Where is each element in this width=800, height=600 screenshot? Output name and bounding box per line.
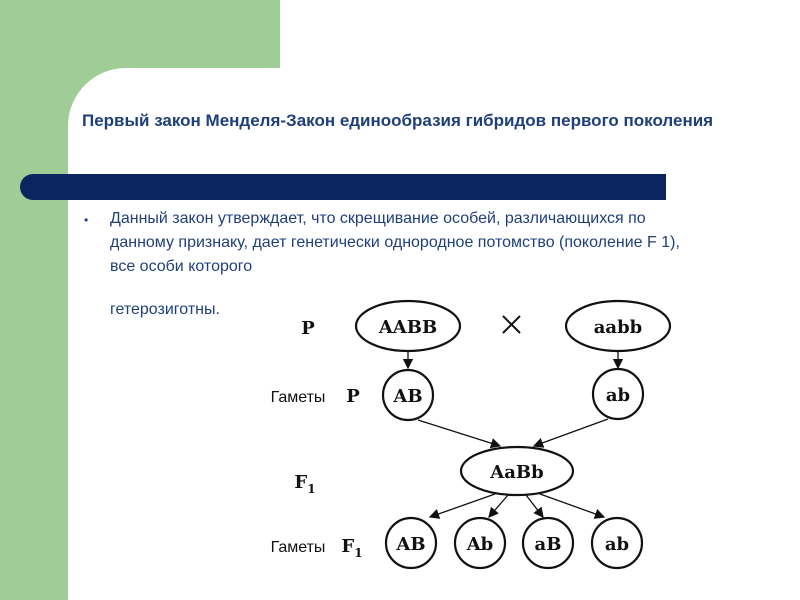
arrow-gamete-left-to-f1 bbox=[418, 420, 500, 446]
gamete-p-right-label: ab bbox=[605, 385, 631, 406]
arrow-f1-to-gamete-3 bbox=[526, 495, 543, 517]
f1-gamete-label-4: ab bbox=[604, 534, 630, 555]
gametes-p-word: Гаметы bbox=[270, 389, 326, 406]
arrow-gamete-right-to-f1 bbox=[534, 419, 608, 446]
gametes-f1-label: $F_1$ bbox=[341, 536, 363, 560]
arrow-f1-to-gamete-2 bbox=[489, 495, 508, 517]
bullet-icon: • bbox=[84, 213, 89, 227]
f1-gamete-label-1: AB bbox=[396, 534, 426, 555]
arrow-f1-to-gamete-4 bbox=[540, 494, 604, 517]
cross-icon bbox=[503, 316, 520, 333]
parent-left-genotype: AABB bbox=[378, 317, 438, 338]
arrow-f1-to-gamete-1 bbox=[430, 494, 495, 517]
gamete-p-left-label: AB bbox=[393, 386, 423, 407]
p-generation-label: P bbox=[301, 318, 315, 339]
slide-title: Первый закон Менделя-Закон единообразия гибридов первого поколения bbox=[82, 111, 714, 130]
f1-genotype-label: AaBb bbox=[490, 462, 544, 483]
f1-generation-label: $F_1$ bbox=[294, 472, 316, 496]
parent-right-genotype: aabb bbox=[593, 317, 643, 338]
f1-gamete-label-2: Ab bbox=[466, 534, 494, 555]
gametes-f1-word: Гаметы bbox=[270, 539, 326, 556]
bullet-text-tail: гетерозиготны. bbox=[110, 301, 220, 318]
bullet-text: Данный закон утверждает, что скрещивание особей, различающихся по данному признаку, дает генетически однородное потомство (поколение F 1), все особи которого bbox=[110, 210, 680, 275]
f1-gamete-label-3: aB bbox=[534, 534, 562, 555]
gametes-p-label: P bbox=[346, 386, 360, 407]
